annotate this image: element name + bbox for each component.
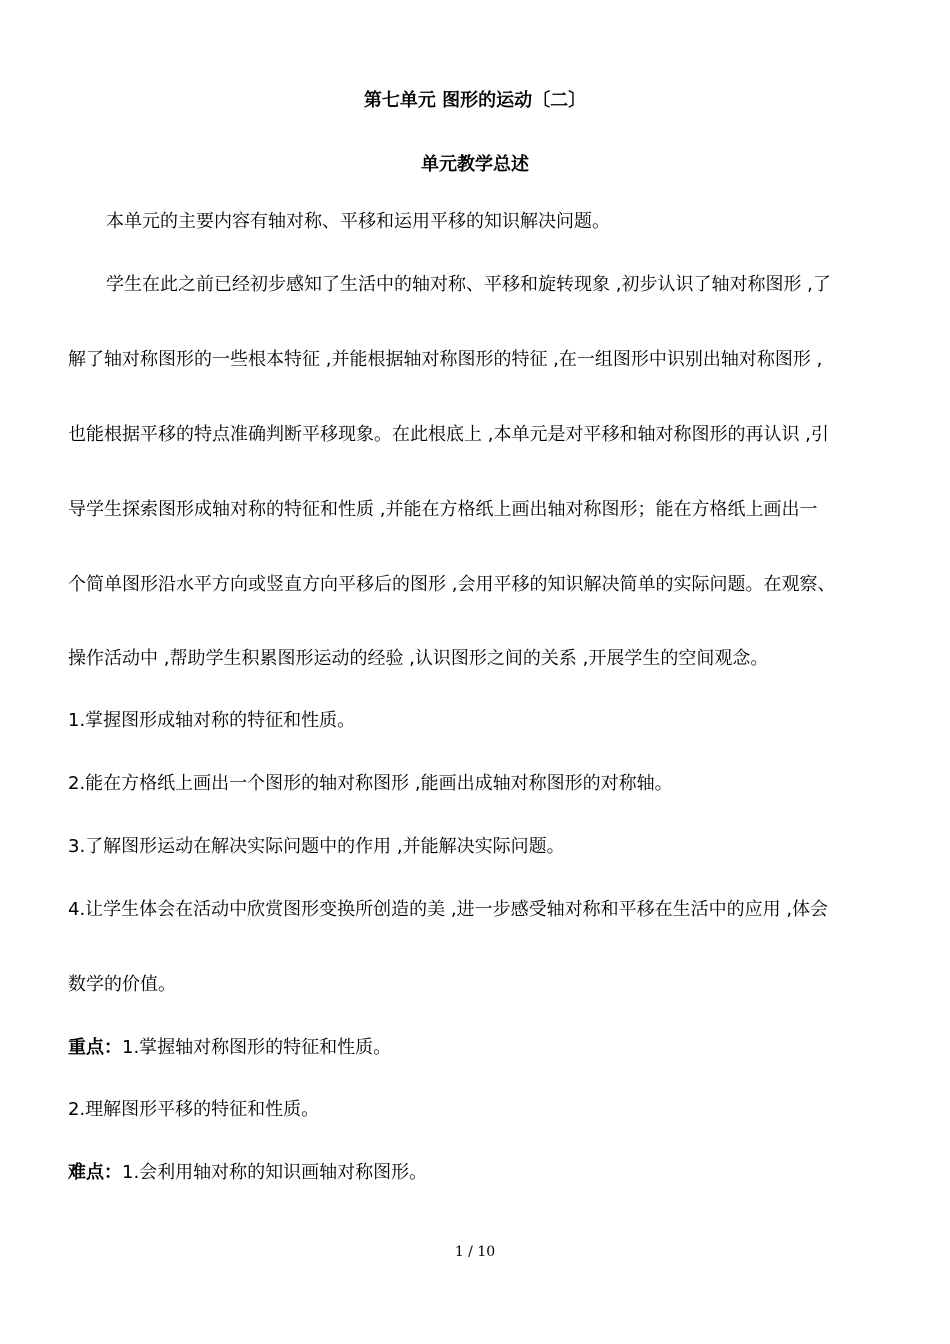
- paragraph-line: 解了轴对称图形的一些根本特征 ,并能根据轴对称图形的特征 ,在一组图形中识别出轴对称图形 ,: [68, 349, 823, 370]
- goal-item: 3.了解图形运动在解决实际问题中的作用 ,并能解决实际问题。: [68, 836, 565, 857]
- goal-item: 2.能在方格纸上画出一个图形的轴对称图形 ,能画出成轴对称图形的对称轴。: [68, 773, 673, 794]
- goal-item: 4.让学生体会在活动中欣赏图形变换所创造的美 ,进一步感受轴对称和平移在生活中的应用 ,体会: [68, 899, 829, 920]
- paragraph-line: 也能根据平移的特点准确判断平移现象。在此根底上 ,本单元是对平移和轴对称图形的再认识 ,引: [68, 424, 829, 445]
- difficulty-label: 难点：: [68, 1162, 122, 1183]
- difficulty-point: 1.会利用轴对称的知识画轴对称图形。: [122, 1162, 428, 1183]
- document-title: 第七单元 图形的运动〔二〕: [363, 90, 587, 111]
- goal-item-continuation: 数学的价值。: [68, 974, 176, 995]
- paragraph-line: 导学生探索图形成轴对称的特征和性质 ,并能在方格纸上画出轴对称图形；能在方格纸上画出一: [68, 499, 818, 520]
- key-points-line: [68, 1035, 898, 1061]
- key-point-line: 2.理解图形平移的特征和性质。: [68, 1099, 320, 1120]
- paragraph-line: 操作活动中 ,帮助学生积累图形运动的经验 ,认识图形之间的关系 ,开展学生的空间观念。: [68, 648, 769, 669]
- difficulty-line: [68, 1160, 898, 1186]
- document-subtitle: 单元教学总述: [421, 154, 529, 175]
- key-label: 重点：: [68, 1037, 122, 1058]
- paragraph-line: 个简单图形沿水平方向或竖直方向平移后的图形 ,会用平移的知识解决简单的实际问题。在观察、: [68, 574, 836, 595]
- goal-item: 1.掌握图形成轴对称的特征和性质。: [68, 710, 356, 731]
- intro-paragraph: 本单元的主要内容有轴对称、平移和运用平移的知识解决问题。: [106, 211, 610, 232]
- paragraph-line: 学生在此之前已经初步感知了生活中的轴对称、平移和旋转现象 ,初步认识了轴对称图形 ,了: [106, 274, 831, 295]
- key-point: 1.掌握轴对称图形的特征和性质。: [122, 1037, 392, 1058]
- page-number: 1 / 10: [454, 1244, 496, 1260]
